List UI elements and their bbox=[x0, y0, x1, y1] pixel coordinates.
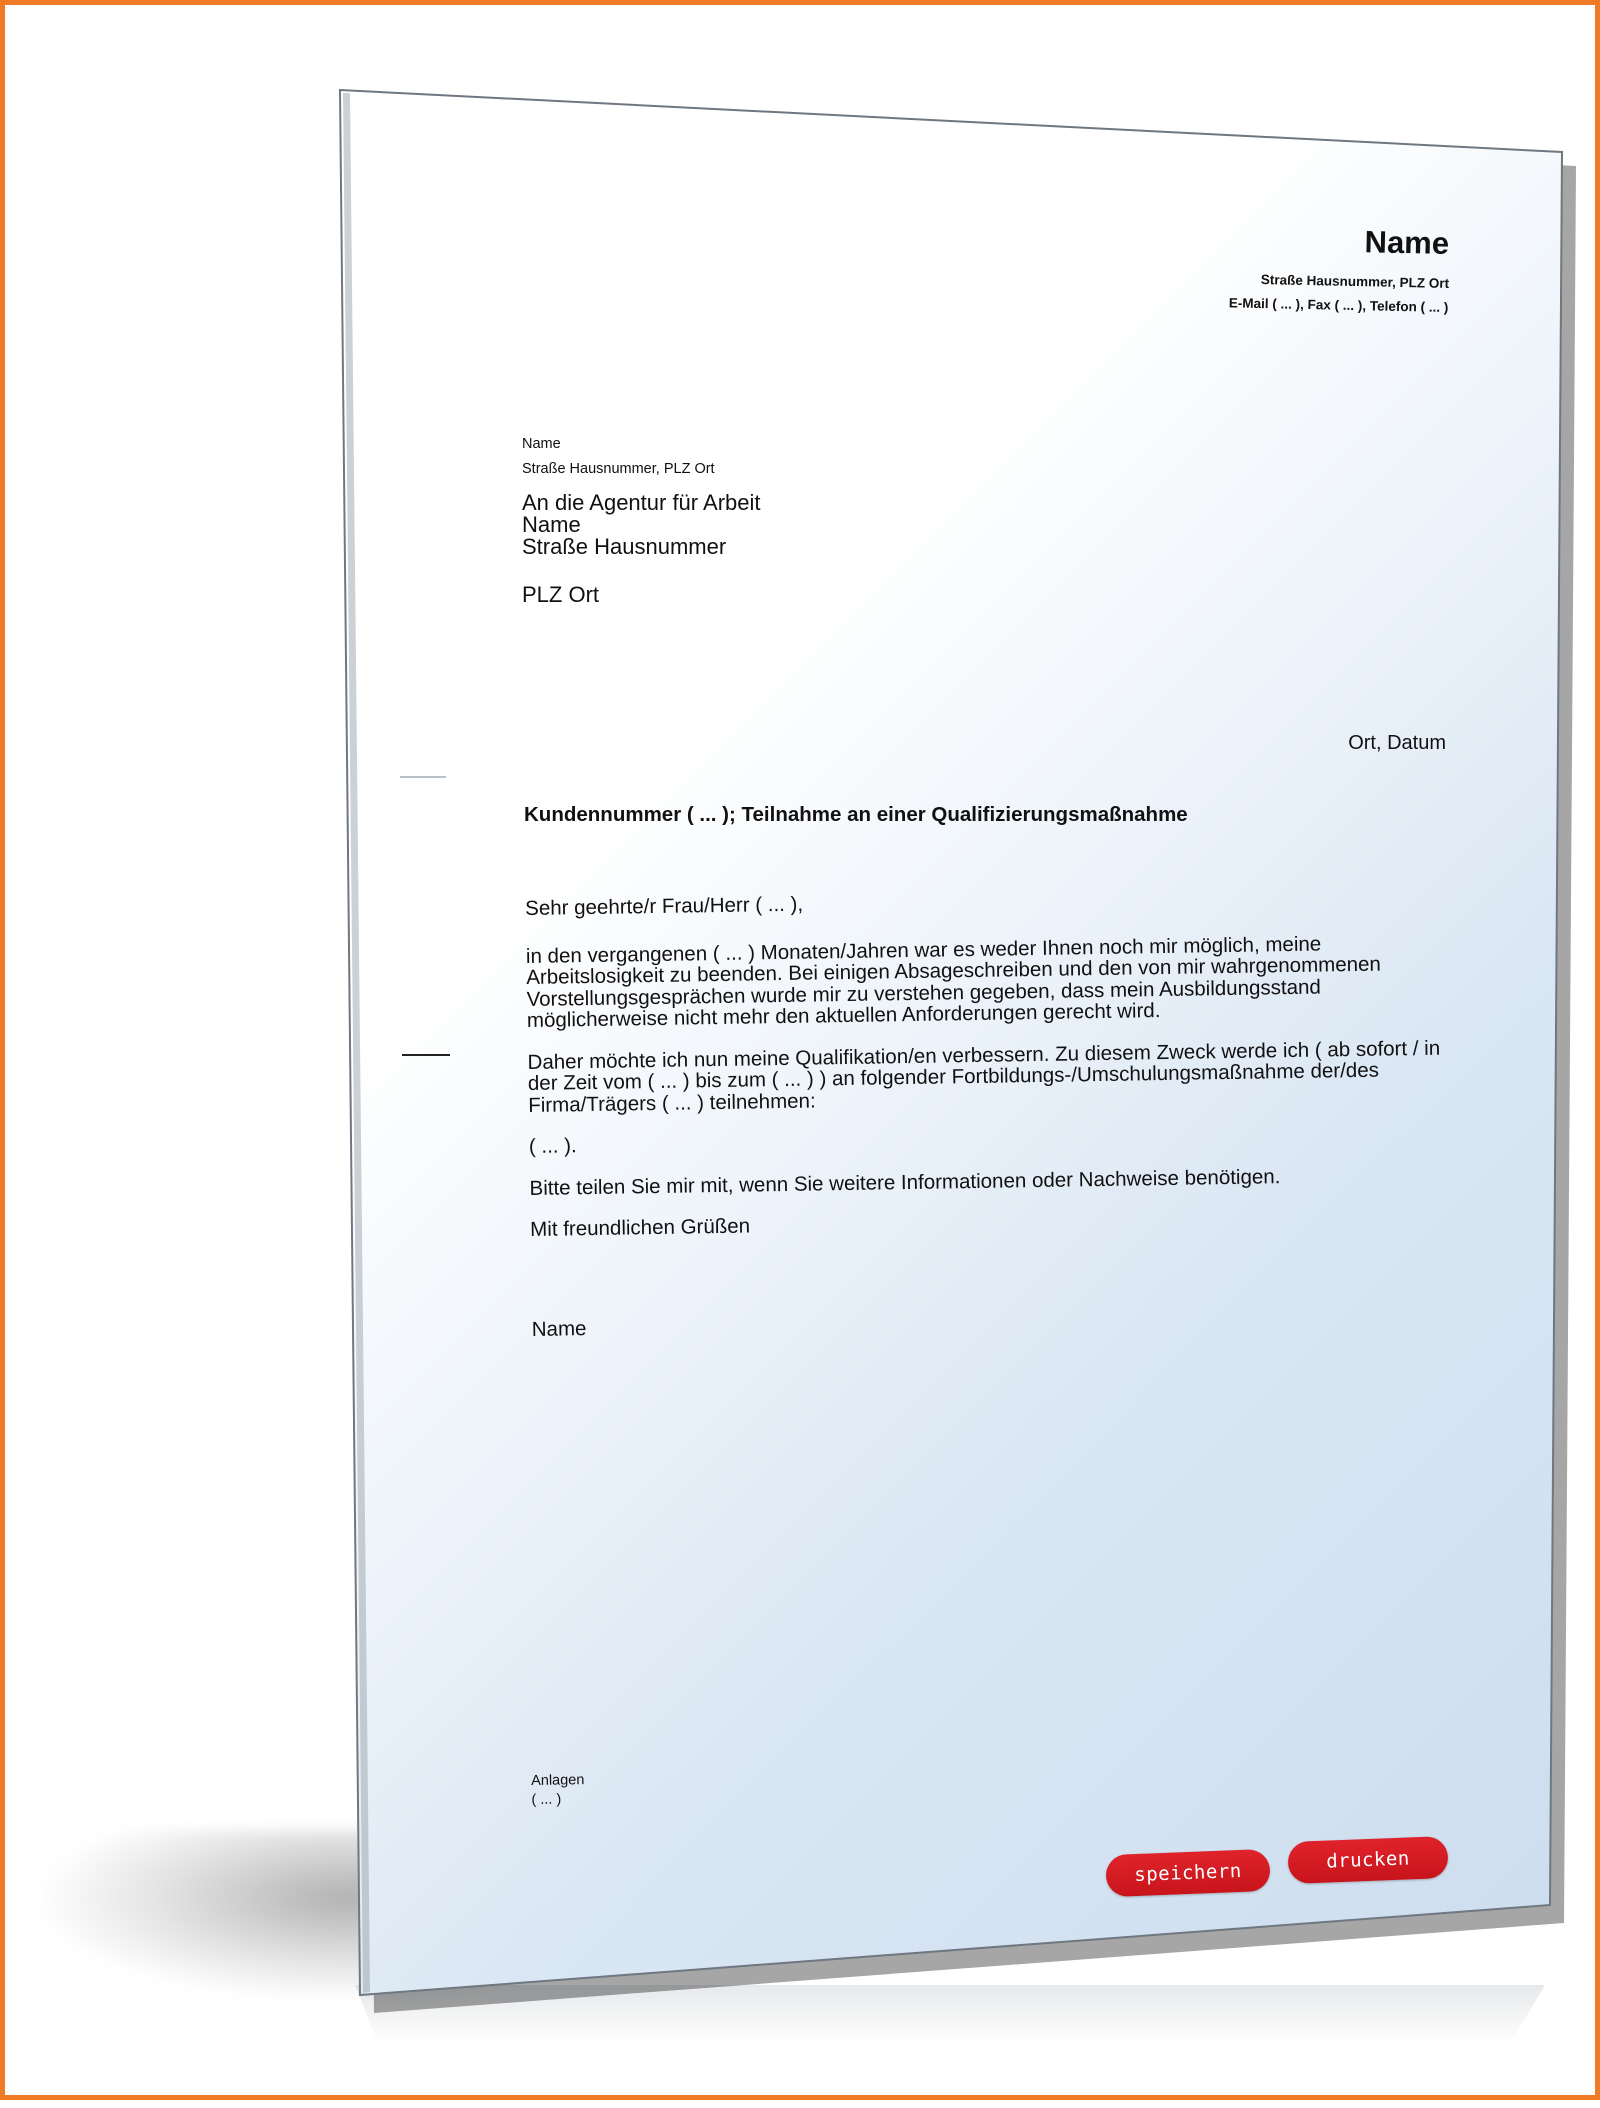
print-button[interactable]: drucken bbox=[1287, 1836, 1448, 1884]
return-address-street: Straße Hausnummer, PLZ Ort bbox=[522, 461, 715, 477]
attachments-label: Anlagen bbox=[531, 1772, 585, 1789]
body-paragraph-4: Bitte teilen Sie mir mit, wenn Sie weitere Informationen oder Nachweise benötigen. bbox=[529, 1164, 1281, 1200]
recipient-line-2: Name bbox=[522, 512, 581, 537]
attachments bbox=[531, 1771, 585, 1810]
sender-name: Name bbox=[1363, 224, 1449, 261]
save-button[interactable]: speichern bbox=[1105, 1849, 1270, 1897]
body-paragraph-3: ( ... ). bbox=[528, 1134, 577, 1158]
attachments-value: ( ... ) bbox=[531, 1791, 562, 1808]
fold-mark-top bbox=[400, 776, 446, 778]
recipient-line-3: Straße Hausnummer bbox=[522, 534, 727, 559]
return-address bbox=[522, 432, 715, 482]
recipient-address bbox=[522, 492, 761, 606]
sender-contact: E-Mail ( ... ), Fax ( ... ), Telefon ( ... ) bbox=[1229, 295, 1449, 315]
sender-address: Straße Hausnummer, PLZ Ort bbox=[1260, 272, 1449, 291]
closing: Mit freundlichen Grüßen bbox=[530, 1214, 751, 1241]
letter-body bbox=[525, 884, 1452, 1360]
signature-name: Name bbox=[531, 1316, 587, 1341]
recipient-line-4: PLZ Ort bbox=[522, 582, 600, 607]
body-paragraph-1: in den vergangenen ( ... ) Monaten/Jahren war es weder Ihnen noch mir möglich, meine Arbeitslosigkeit zu beenden. Bei einigen Absageschreiben und den von mir wahrgenommenen Vorstellungsgesprächen wurde mir zu verstehen gegeben, dass mein Ausbildungsstand möglicherweise nicht mehr den aktuellen Anforderungen gerecht wird. bbox=[525, 932, 1382, 1032]
fold-mark-middle bbox=[402, 1054, 450, 1056]
return-address-name: Name bbox=[522, 436, 561, 452]
place-date: Ort, Datum bbox=[1348, 732, 1446, 754]
letter-subject: Kundennummer ( ... ); Teilnahme an einer Qualifizierungsmaßnahme bbox=[524, 803, 1188, 826]
salutation: Sehr geehrte/r Frau/Herr ( ... ), bbox=[524, 892, 804, 920]
recipient-line-1: An die Agentur für Arbeit bbox=[522, 490, 761, 515]
body-paragraph-2: Daher möchte ich nun meine Qualifikation/en verbessern. Zu diesem Zweck werde ich ( ab sofort / in der Zeit vom ( ... ) bis zum ( ... ) ) an folgender Fortbildungs-/Umschulungsmaßnahme der/des Firma/Trägers ( ... ) teilnehmen: bbox=[527, 1036, 1441, 1117]
